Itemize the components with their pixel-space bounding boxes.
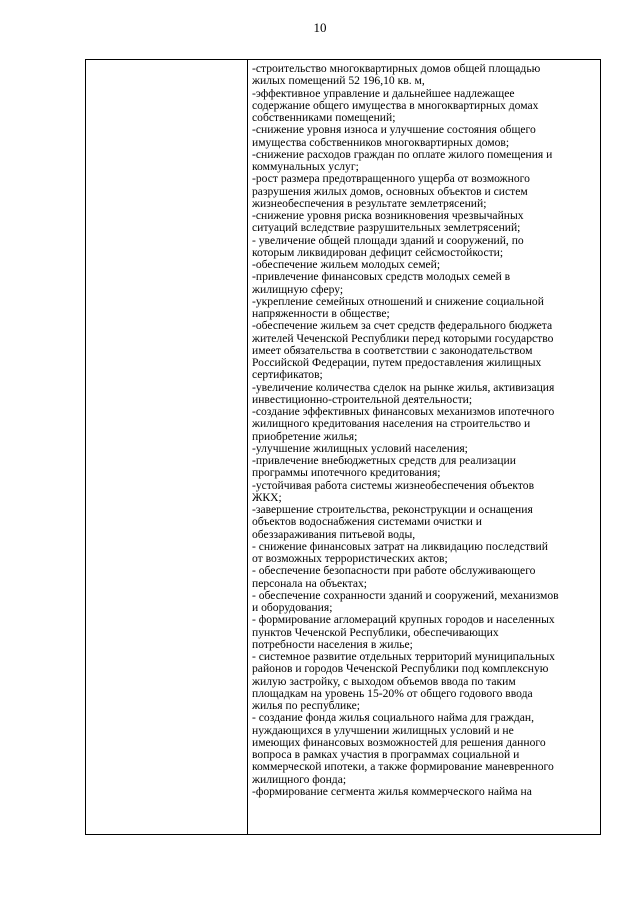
table-row bbox=[86, 60, 601, 835]
text-line: - увеличение общей площади зданий и сооружений, по bbox=[252, 233, 524, 247]
text-line: -формирование сегмента жилья коммерческого найма на bbox=[252, 784, 532, 798]
text-line: ЖКХ; bbox=[252, 490, 282, 504]
text-line: коммерческой ипотеки, а также формирование маневренного bbox=[252, 760, 554, 774]
text-line: сертификатов; bbox=[252, 368, 323, 382]
text-line: собственниками помещений; bbox=[252, 111, 396, 124]
document-table bbox=[85, 59, 601, 835]
text-line: -привлечение внебюджетных средств для реализации bbox=[252, 454, 516, 467]
text-line: -обеспечение жильем за счет средств федерального бюджета bbox=[252, 319, 553, 333]
text-line: обеззараживания питьевой воды, bbox=[252, 527, 416, 541]
text-line: жилых помещений 52 196,10 кв. м, bbox=[252, 74, 425, 88]
text-line: программы ипотечного кредитования; bbox=[252, 466, 441, 480]
text-line: - формирование агломераций крупных городов и населенных bbox=[252, 613, 555, 627]
text-line: -улучшение жилищных условий населения; bbox=[252, 441, 468, 455]
text-line: -рост размера предотвращенного ущерба от возможного bbox=[252, 172, 530, 186]
text-line: -эффективное управление и дальнейшее надлежащее bbox=[252, 86, 515, 100]
text-line: разрушения жилых домов, основных объектов и систем bbox=[252, 184, 528, 198]
text-line: инвестиционно-строительной деятельности; bbox=[252, 392, 473, 406]
text-line: вопроса в рамках участия в программах социальной и bbox=[252, 748, 520, 761]
text-line: жилищного фонда; bbox=[252, 772, 347, 786]
text-line: имеющих финансовых возможностей для решения данного bbox=[252, 735, 546, 749]
left-cell-text bbox=[86, 60, 247, 63]
table-cell-right bbox=[248, 60, 601, 835]
text-line: приобретение жилья; bbox=[252, 429, 358, 443]
text-line: - обеспечение безопасности при работе обслуживающего bbox=[252, 564, 536, 578]
text-line: жизнеобеспечения в результате землетрясений; bbox=[252, 196, 487, 210]
text-line: имущества собственников многоквартирных домов; bbox=[252, 135, 510, 149]
text-line: ситуаций вследствие разрушительных землетрясений; bbox=[252, 221, 521, 235]
text-line: -обеспечение жильем молодых семей; bbox=[252, 258, 441, 271]
text-line: -завершение строительства, реконструкции и оснащения bbox=[252, 503, 533, 516]
text-line: от возможных террористических актов; bbox=[252, 552, 448, 565]
text-line: -укрепление семейных отношений и снижение социальной bbox=[252, 294, 544, 308]
text-line: содержание общего имущества в многоквартирных домах bbox=[252, 98, 539, 112]
text-line: жилищную сферу; bbox=[252, 282, 344, 296]
text-line: коммунальных услуг; bbox=[252, 160, 359, 173]
text-line: площадкам на уровень 15-20% от общего годового ввода bbox=[252, 686, 533, 700]
text-line: имеет обязательства в соответствии с законодательством bbox=[252, 343, 533, 357]
text-line: - создание фонда жилья социального найма для граждан, bbox=[252, 711, 535, 725]
text-line: которым ликвидирован дефицит сейсмостойкости; bbox=[252, 245, 504, 259]
right-cell-text bbox=[248, 60, 600, 798]
text-line: -строительство многоквартирных домов общей площадью bbox=[252, 62, 541, 75]
page-number: 10 bbox=[313, 20, 327, 35]
text-line: Российской Федерации, путем предоставления жилищных bbox=[252, 356, 542, 369]
text-line: напряженности в обществе; bbox=[252, 307, 390, 320]
text-line: пунктов Чеченской Республики, обеспечивающих bbox=[252, 625, 499, 639]
text-line: -привлечение финансовых средств молодых семей в bbox=[252, 270, 511, 284]
text-line: -увеличение количества сделок на рынке жилья, активизация bbox=[252, 380, 555, 394]
text-line: и оборудования; bbox=[252, 601, 333, 614]
text-line: жилую застройку, с выходом объемов ввода по таким bbox=[252, 674, 516, 688]
text-line: -снижение расходов граждан по оплате жилого помещения и bbox=[252, 147, 553, 161]
text-line: жилищного кредитования населения на строительство и bbox=[252, 417, 531, 431]
text-line: -снижение уровня риска возникновения чрезвычайных bbox=[252, 209, 524, 222]
text-line: -снижение уровня износа и улучшение состояния общего bbox=[252, 123, 536, 137]
text-line: нуждающихся в улучшении жилищных условий и не bbox=[252, 723, 514, 737]
text-line: жителей Чеченской Республики перед которыми государство bbox=[252, 331, 554, 345]
text-line: персонала на объектах; bbox=[252, 576, 368, 590]
text-line: - обеспечение сохранности зданий и сооружений, механизмов bbox=[252, 588, 559, 602]
text-line: объектов водоснабжения системами очистки и bbox=[252, 515, 482, 529]
text-line: жилья по республике; bbox=[252, 699, 360, 712]
text-line: потребности населения в жилье; bbox=[252, 637, 413, 651]
table-cell-left bbox=[86, 60, 248, 835]
text-line: районов и городов Чеченской Республики под комплексную bbox=[252, 662, 549, 676]
text-line: -создание эффективных финансовых механизмов ипотечного bbox=[252, 405, 555, 418]
text-line: -устойчивая работа системы жизнеобеспечения объектов bbox=[252, 478, 535, 492]
text-line: - снижение финансовых затрат на ликвидацию последствий bbox=[252, 539, 548, 553]
text-line: - системное развитие отдельных территорий муниципальных bbox=[252, 650, 555, 663]
